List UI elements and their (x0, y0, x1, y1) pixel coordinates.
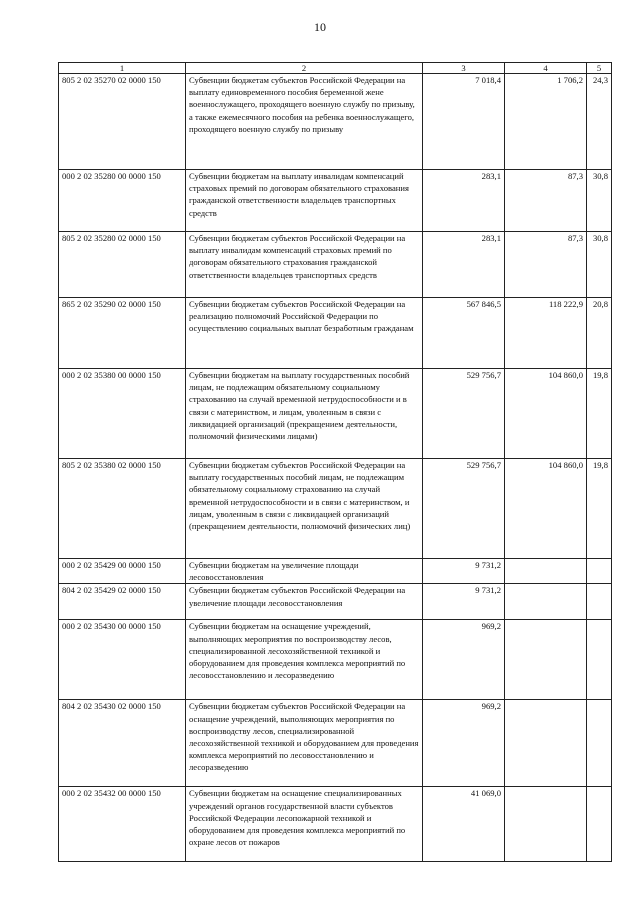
table-row (59, 559, 612, 584)
column-header: 5 (587, 63, 612, 74)
budget-code-cell: 804 2 02 35429 02 0000 150 (59, 584, 186, 620)
approved-amount-cell: 9 731,2 (423, 584, 505, 620)
executed-amount-cell (505, 559, 587, 584)
table-row (59, 620, 612, 700)
budget-code-cell: 805 2 02 35380 02 0000 150 (59, 459, 186, 559)
approved-amount-cell: 41 069,0 (423, 787, 505, 862)
executed-amount-cell: 87,3 (505, 170, 587, 232)
column-header: 1 (59, 63, 186, 74)
budget-code-cell: 000 2 02 35280 00 0000 150 (59, 170, 186, 232)
description-cell: Субвенции бюджетам субъектов Российской Федерации на увеличение площади лесовосстановления (186, 584, 423, 620)
table-row (59, 700, 612, 787)
budget-code-cell: 804 2 02 35430 02 0000 150 (59, 700, 186, 787)
executed-amount-cell: 1 706,2 (505, 74, 587, 170)
approved-amount-cell: 969,2 (423, 620, 505, 700)
column-header: 2 (186, 63, 423, 74)
execution-percent-cell: 19,8 (587, 369, 612, 459)
description-cell: Субвенции бюджетам субъектов Российской Федерации на оснащение учреждений, выполняющих мероприятия по воспроизводству лесов, специализированной лесохозяйственной техникой и оборудованием для проведения комплекса мероприятий по лесовосстановлению и лесоразведению (186, 700, 423, 787)
executed-amount-cell: 104 860,0 (505, 369, 587, 459)
column-number-row (59, 63, 612, 74)
table-row (59, 459, 612, 559)
description-cell: Субвенции бюджетам субъектов Российской Федерации на выплату инвалидам компенсаций страховых премий по договорам обязательного страхования гражданской ответственности владельцев транспортных средств (186, 232, 423, 298)
budget-code-cell: 000 2 02 35429 00 0000 150 (59, 559, 186, 584)
execution-percent-cell: 19,8 (587, 459, 612, 559)
execution-percent-cell (587, 584, 612, 620)
table-row (59, 232, 612, 298)
table-row (59, 369, 612, 459)
description-cell: Субвенции бюджетам субъектов Российской Федерации на выплату государственных пособий лицам, не подлежащим обязательному социальному страхованию на случай временной нетрудоспособности и в связи с материнством, и лицам, уволенным в связи с ликвидацией организаций (прекращением деятельности, полномочий физических лиц) (186, 459, 423, 559)
executed-amount-cell (505, 700, 587, 787)
budget-code-cell: 000 2 02 35430 00 0000 150 (59, 620, 186, 700)
approved-amount-cell: 283,1 (423, 170, 505, 232)
executed-amount-cell (505, 620, 587, 700)
column-header: 4 (505, 63, 587, 74)
description-cell: Субвенции бюджетам на оснащение учреждений, выполняющих мероприятия по воспроизводству лесов, специализированной лесохозяйственной техникой и оборудованием для проведения комплекса мероприятий по лесовосстановлению и лесоразведению (186, 620, 423, 700)
approved-amount-cell: 9 731,2 (423, 559, 505, 584)
description-cell: Субвенции бюджетам субъектов Российской Федерации на реализацию полномочий Российской Федерации по осуществлению социальных выплат безработным гражданам (186, 298, 423, 369)
execution-percent-cell: 30,8 (587, 232, 612, 298)
execution-percent-cell (587, 787, 612, 862)
executed-amount-cell: 104 860,0 (505, 459, 587, 559)
execution-percent-cell (587, 700, 612, 787)
execution-percent-cell (587, 559, 612, 584)
executed-amount-cell (505, 584, 587, 620)
budget-code-cell: 000 2 02 35432 00 0000 150 (59, 787, 186, 862)
description-cell: Субвенции бюджетам на оснащение специализированных учреждений органов государственной власти субъектов Российской Федерации лесопожарной техникой и оборудованием для проведения комплекса мероприятий по охране лесов от пожаров (186, 787, 423, 862)
execution-percent-cell: 20,8 (587, 298, 612, 369)
table-row (59, 74, 612, 170)
approved-amount-cell: 567 846,5 (423, 298, 505, 369)
approved-amount-cell: 969,2 (423, 700, 505, 787)
executed-amount-cell: 87,3 (505, 232, 587, 298)
executed-amount-cell (505, 787, 587, 862)
budget-table (58, 62, 612, 862)
description-cell: Субвенции бюджетам на выплату инвалидам компенсаций страховых премий по договорам обязательного страхования гражданской ответственности владельцев транспортных средств (186, 170, 423, 232)
execution-percent-cell (587, 620, 612, 700)
budget-code-cell: 805 2 02 35280 02 0000 150 (59, 232, 186, 298)
execution-percent-cell: 30,8 (587, 170, 612, 232)
execution-percent-cell: 24,3 (587, 74, 612, 170)
budget-code-cell: 805 2 02 35270 02 0000 150 (59, 74, 186, 170)
column-header: 3 (423, 63, 505, 74)
table-row (59, 170, 612, 232)
description-cell: Субвенции бюджетам на выплату государственных пособий лицам, не подлежащим обязательному социальному страхованию на случай временной нетрудоспособности и в связи с материнством, и лицам, уволенным в связи с ликвидацией организаций (прекращением деятельности, полномочий физическими лицами) (186, 369, 423, 459)
approved-amount-cell: 529 756,7 (423, 369, 505, 459)
executed-amount-cell: 118 222,9 (505, 298, 587, 369)
description-cell: Субвенции бюджетам на увеличение площади лесовосстановления (186, 559, 423, 584)
approved-amount-cell: 529 756,7 (423, 459, 505, 559)
page-number: 10 (314, 20, 326, 34)
description-cell: Субвенции бюджетам субъектов Российской Федерации на выплату единовременного пособия беременной жене военнослужащего, проходящего военную службу по призыву, а также ежемесячного пособия на ребенка военнослужащего, проходящего военную службу по призыву (186, 74, 423, 170)
table-row (59, 584, 612, 620)
budget-code-cell: 000 2 02 35380 00 0000 150 (59, 369, 186, 459)
approved-amount-cell: 7 018,4 (423, 74, 505, 170)
budget-code-cell: 865 2 02 35290 02 0000 150 (59, 298, 186, 369)
table-row (59, 787, 612, 862)
table-row (59, 298, 612, 369)
approved-amount-cell: 283,1 (423, 232, 505, 298)
